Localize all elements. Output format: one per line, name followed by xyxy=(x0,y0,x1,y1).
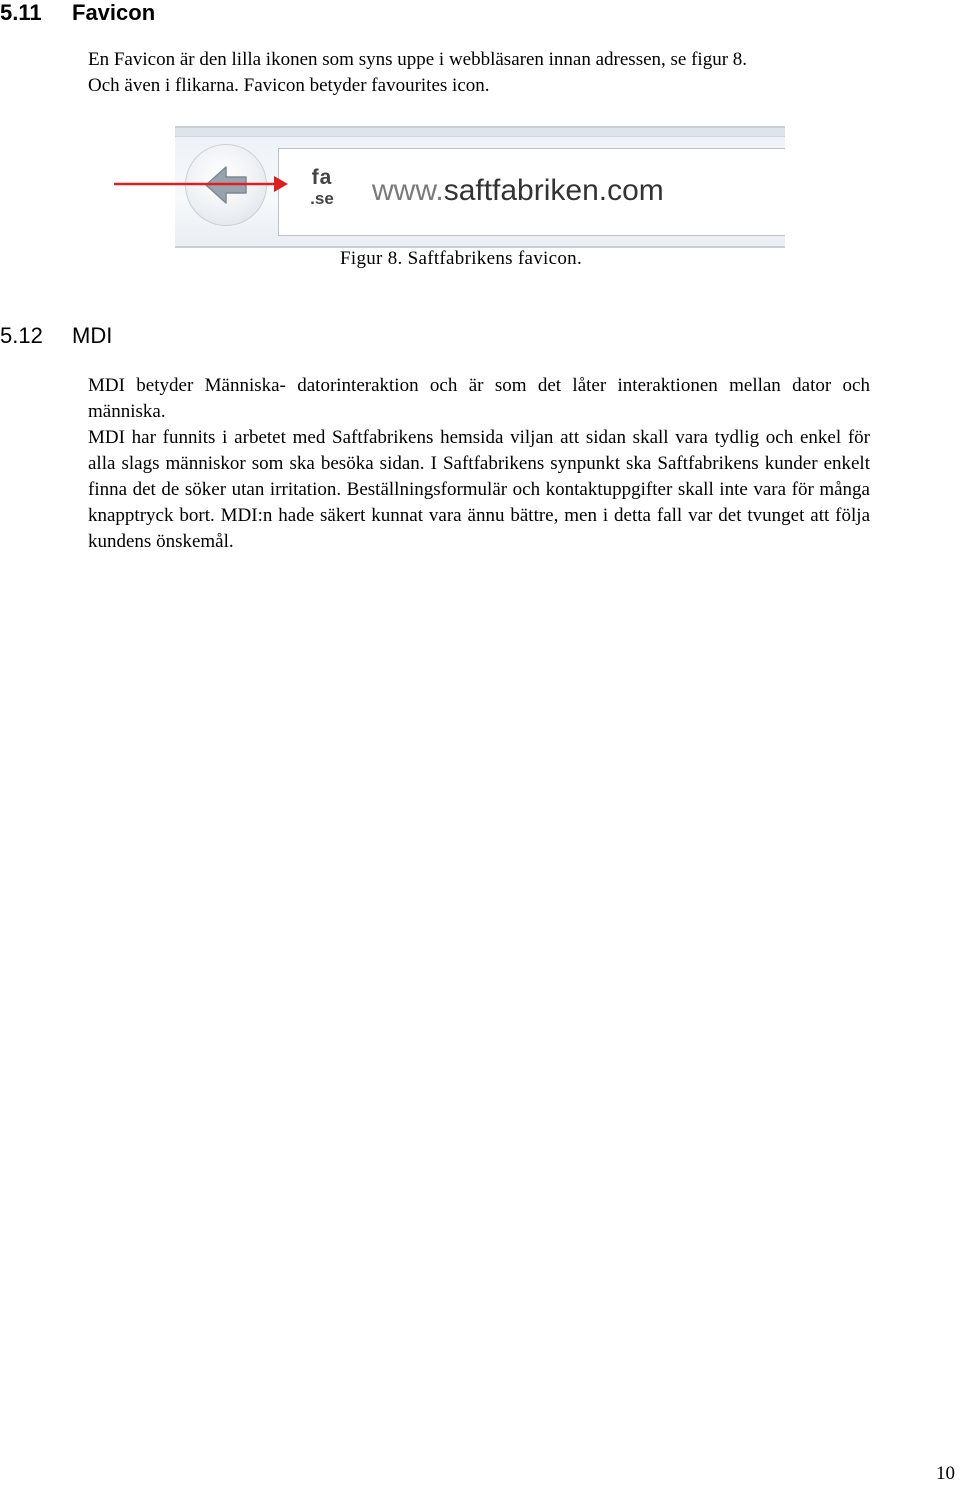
favicon-text-bottom: .se xyxy=(310,189,334,208)
url-domain: saftfabriken.com xyxy=(443,174,664,207)
mdi-definition-paragraph: MDI betyder Människa- datorinteraktion och är som det låter interaktionen mellan dator och människa. xyxy=(88,375,870,422)
section-number: 5.12 xyxy=(0,323,43,348)
section-heading-mdi xyxy=(0,323,112,349)
favicon-text-top: fa xyxy=(311,166,333,189)
section-number: 5.11 xyxy=(0,0,42,25)
favicon-icon xyxy=(297,167,347,217)
favicon-paragraph-line-2: Och även i flikarna. Favicon betyder favourites icon. xyxy=(88,75,490,96)
url-prefix: www. xyxy=(372,174,444,207)
section-heading-favicon xyxy=(0,0,155,26)
mdi-body-paragraph: MDI har funnits i arbetet med Saftfabrikens hemsida viljan att sidan skall vara tydlig och enkel för alla slags människor som ska besöka sidan. I Saftfabrikens synpunkt ska Saftfabrikens kunder enkelt finna det de söker utan irritation. Beställningsformulär och kontaktuppgifter skall inte vara för många knapptryck bort. MDI:n hade säkert kunnat vara ännu bättre, men i detta fall var det tvunget att följa kundens önskemål. xyxy=(88,427,870,552)
url-text xyxy=(372,171,664,211)
favicon-paragraph xyxy=(88,47,870,99)
browser-top-strip xyxy=(175,128,785,137)
favicon-paragraph-line-1: En Favicon är den lilla ikonen som syns uppe i webbläsaren innan adressen, se figur 8. xyxy=(88,49,748,70)
page-number: 10 xyxy=(936,1463,955,1484)
figure-caption: Figur 8. Saftfabrikens favicon. xyxy=(340,248,582,269)
section-title: MDI xyxy=(72,323,113,348)
red-arrow-icon xyxy=(112,172,292,196)
section-title: Favicon xyxy=(72,0,156,25)
address-bar xyxy=(278,148,785,236)
